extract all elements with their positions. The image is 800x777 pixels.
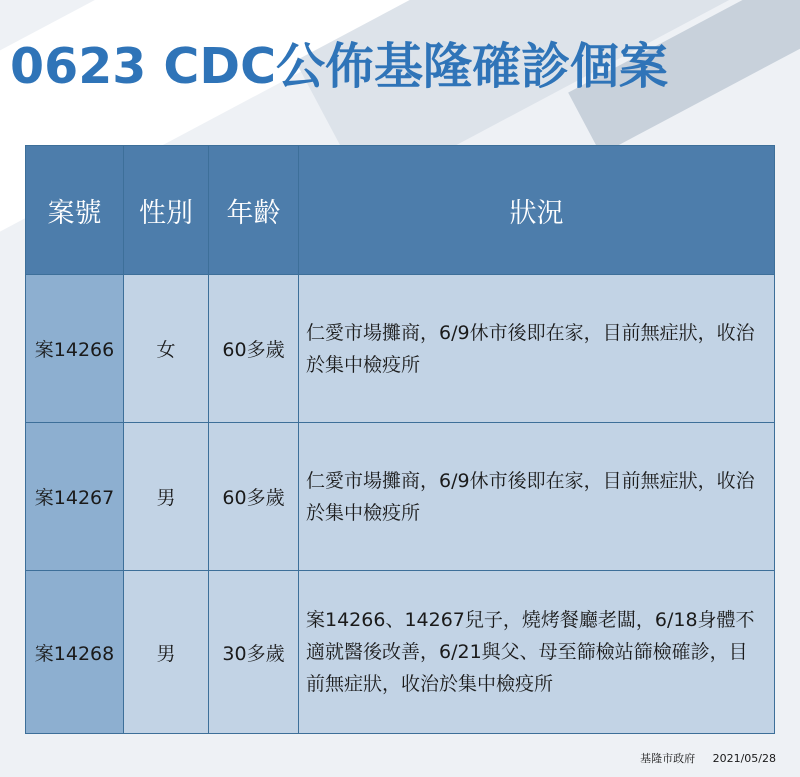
footer-date: 2021/05/28 <box>712 752 776 765</box>
table-row <box>26 423 775 571</box>
cell-status: 仁愛市場攤商，6/9休市後即在家，目前無症狀，收治於集中檢疫所 <box>299 275 775 423</box>
cell-case-number: 案14268 <box>26 571 124 734</box>
case-table <box>25 145 775 734</box>
cell-sex: 男 <box>124 423 209 571</box>
table-row <box>26 275 775 423</box>
cell-case-number: 案14266 <box>26 275 124 423</box>
cell-age: 30多歲 <box>209 571 299 734</box>
header-age: 年齡 <box>209 146 299 275</box>
cell-sex: 女 <box>124 275 209 423</box>
cell-age: 60多歲 <box>209 275 299 423</box>
table-header-row <box>26 146 775 275</box>
page-title: 0623 CDC公佈基隆確診個案 <box>10 38 669 95</box>
case-table-container <box>25 145 774 720</box>
cell-status: 仁愛市場攤商，6/9休市後即在家，目前無症狀，收治於集中檢疫所 <box>299 423 775 571</box>
header-status: 狀況 <box>299 146 775 275</box>
cell-status: 案14266、14267兒子，燒烤餐廳老闆，6/18身體不適就醫後改善，6/21與父、母至篩檢站篩檢確診，目前無症狀，收治於集中檢疫所 <box>299 571 775 734</box>
header-case-number: 案號 <box>26 146 124 275</box>
footer-source: 基隆市政府 <box>640 752 696 765</box>
cell-sex: 男 <box>124 571 209 734</box>
footer <box>640 750 776 766</box>
table-row <box>26 571 775 734</box>
cell-case-number: 案14267 <box>26 423 124 571</box>
cell-age: 60多歲 <box>209 423 299 571</box>
header-sex: 性別 <box>124 146 209 275</box>
